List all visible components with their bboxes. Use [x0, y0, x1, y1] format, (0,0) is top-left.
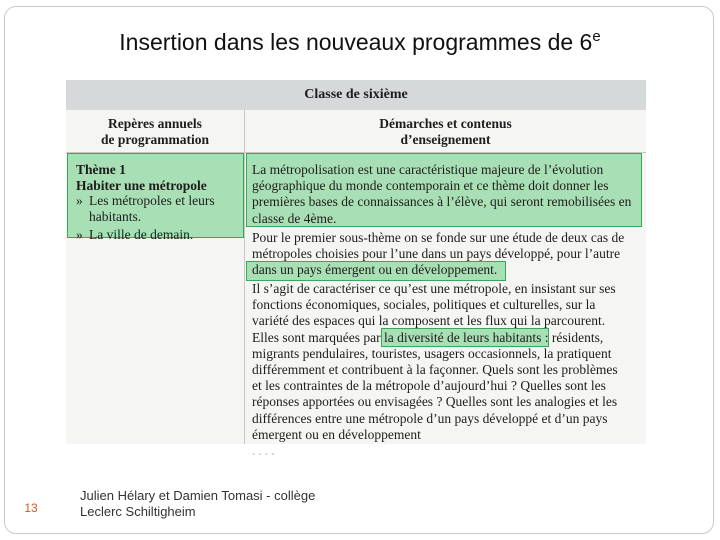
theme-subtitle: Habiter une métropole	[76, 177, 207, 193]
text-line: Pour le premier sous-thème on se fonde sur une étude de deux cas de	[252, 230, 625, 245]
theme-title: Thème 1	[76, 162, 126, 177]
text-line: géographique du monde contemporain et ce thème doit donner les	[252, 178, 609, 194]
slide-number: 13	[14, 491, 48, 525]
theme-item-line: » Les métropoles et leurs	[89, 193, 215, 208]
text-line: variété des espaces qui la composent et les flux qui la parcourent.	[252, 313, 606, 329]
right-heading-line-2: d’enseignement	[400, 132, 491, 147]
text-line: migrants pendulaires, touristes, usagers occasionnels, la pratiquent	[252, 345, 612, 361]
text-line: Elles sont marquées par la diversité de leurs habitants : résidents,	[252, 329, 604, 345]
program-excerpt-image	[66, 80, 646, 459]
text-line: différences entre une métropole d’un pays développé et d’un pays	[252, 410, 608, 426]
slide-title-superscript: e	[592, 28, 601, 45]
text-line: premières bases de connaissances à l’élève, qui seront remobilisées en	[252, 194, 632, 210]
left-column-heading	[66, 116, 244, 148]
column-divider	[244, 110, 245, 444]
case-study-paragraph	[252, 230, 644, 279]
slide-title-text: Insertion dans les nouveaux programmes de 6	[119, 29, 593, 55]
slide-footer	[80, 488, 315, 520]
left-heading-line-2: de programmation	[100, 132, 210, 147]
table-header: Classe de sixième	[66, 80, 646, 110]
text-line: fonctions économiques, sociales, politiques et culturelles, sur la	[252, 297, 596, 313]
left-heading-line-1: Repères annuels	[108, 116, 202, 131]
theme-item-line: habitants.	[89, 208, 142, 224]
intro-paragraph	[252, 162, 644, 227]
text-line: émergent ou en développement	[252, 426, 421, 442]
theme-item-line: » La ville de demain.	[89, 227, 194, 242]
theme-item	[76, 193, 236, 224]
footer-line-2: Leclerc Schiltigheim	[80, 504, 196, 519]
text-line: métropoles choisies pour l’une dans un pays développé, pour l’autre	[252, 246, 621, 262]
text-line: La métropolisation est une caractéristique majeure de l’évolution	[252, 162, 604, 177]
footer-line-1: Julien Hélary et Damien Tomasi - collège	[80, 488, 316, 503]
text-line: classe de 4ème.	[252, 210, 337, 226]
slide-title	[0, 28, 720, 56]
text-line: réponses apportées ou envisagées ? Quelles sont les analogies et les	[252, 394, 618, 410]
theme-block	[76, 162, 236, 243]
text-line: et les contraintes de la métropole d’aujourd’hui ? Quelles sont les	[252, 378, 606, 394]
cut-off-text-line: ....	[252, 443, 278, 459]
theme-item	[76, 227, 236, 243]
text-line: différemment et contribuent à la façonner. Quels sont les problèmes	[252, 362, 618, 378]
text-line: Il s’agit de caractériser ce qu’est une métropole, en insistant sur ses	[252, 281, 616, 296]
right-column-heading	[245, 116, 646, 148]
text-line: dans un pays émergent ou en développement.	[252, 262, 498, 278]
right-heading-line-1: Démarches et contenus	[379, 116, 512, 131]
characterization-paragraph	[252, 281, 644, 459]
